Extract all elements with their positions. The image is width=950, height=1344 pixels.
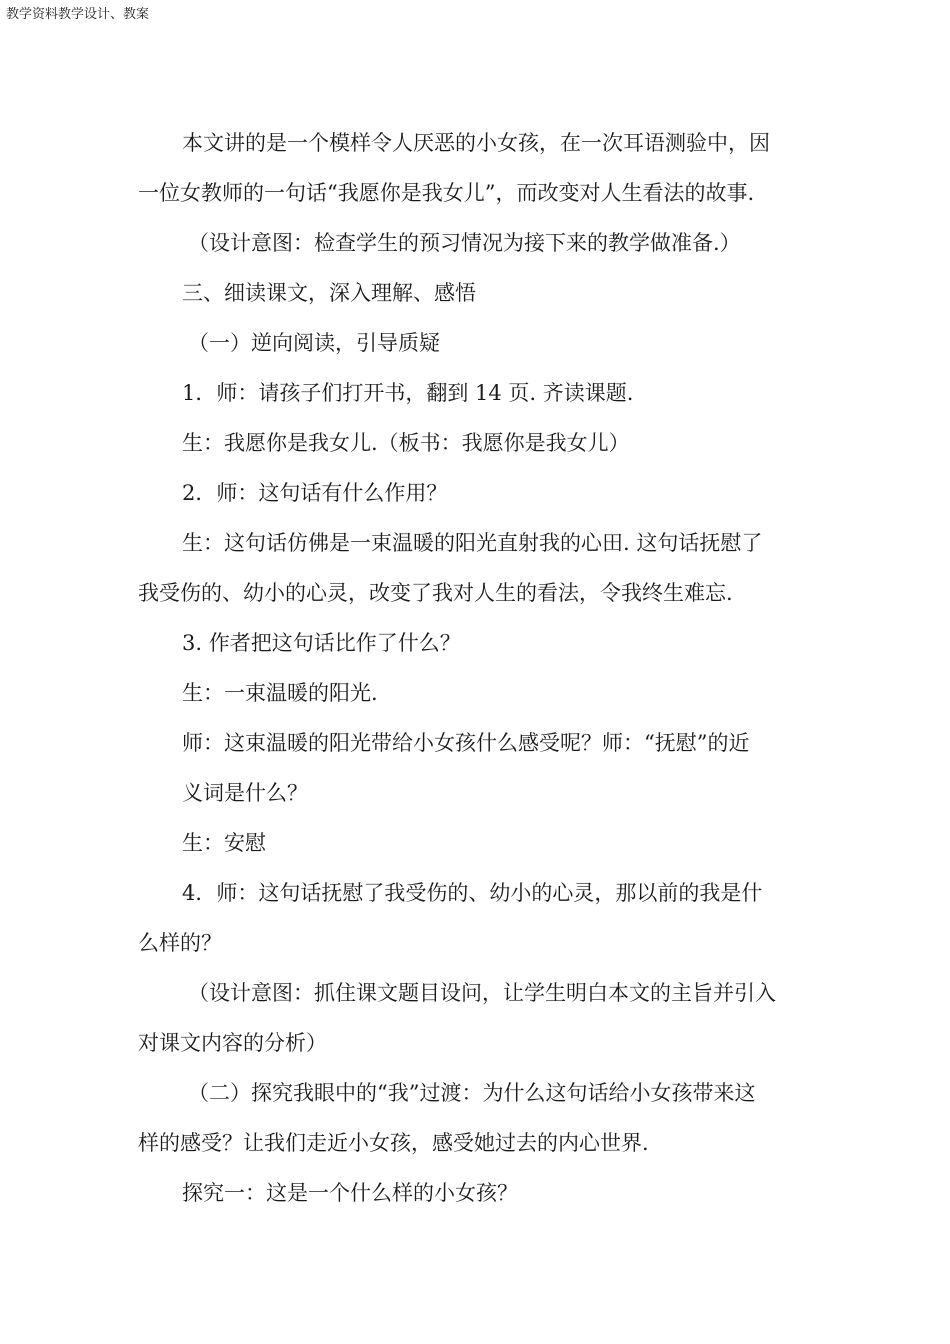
paragraph-line: 4．师：这句话抚慰了我受伤的、幼小的心灵，那以前的我是什 <box>182 881 763 905</box>
paragraph-line: 生：我愿你是我女儿.（板书：我愿你是我女儿） <box>182 431 630 455</box>
paragraph-line: 1．师：请孩子们打开书，翻到 14 页. 齐读课题. <box>182 381 634 405</box>
paragraph-line: 2．师：这句话有什么作用？ <box>182 481 448 505</box>
paragraph-line: 我受伤的、幼小的心灵，改变了我对人生的看法，令我终生难忘. <box>138 581 733 605</box>
paragraph-line: 义词是什么？ <box>182 781 308 805</box>
subsection-heading: （一）逆向阅读，引导质疑 <box>188 331 440 355</box>
paragraph-line: 师：这束温暖的阳光带给小女孩什么感受呢？师：“抚慰”的近 <box>182 731 750 755</box>
paragraph-line: 样的感受？让我们走近小女孩，感受她过去的内心世界. <box>138 1131 649 1155</box>
subsection-heading: （二）探究我眼中的“我”过渡：为什么这句话给小女孩带来这 <box>188 1081 756 1105</box>
paragraph-line: 3. 作者把这句话比作了什么？ <box>182 631 461 655</box>
paragraph-line: 一位女教师的一句话“我愿你是我女儿”，而改变对人生看法的故事. <box>138 181 755 205</box>
paragraph-line: （设计意图：抓住课文题目设问，让学生明白本文的主旨并引入 <box>188 981 776 1005</box>
paragraph-line: 生：安慰 <box>182 831 266 855</box>
paragraph-line: 么样的？ <box>138 931 222 955</box>
paragraph-line: 本文讲的是一个模样令人厌恶的小女孩，在一次耳语测验中，因 <box>182 131 770 155</box>
section-heading: 三、细读课文，深入理解、感悟 <box>182 281 476 305</box>
paragraph-line: 生：这句话仿佛是一束温暖的阳光直射我的心田. 这句话抚慰了 <box>182 531 763 555</box>
paragraph-line: （设计意图：检查学生的预习情况为接下来的教学做准备.） <box>188 231 741 255</box>
document-body <box>138 118 818 1218</box>
paragraph-line: 对课文内容的分析） <box>138 1031 327 1055</box>
page-header: 教学资料教学设计、教案 <box>6 7 150 22</box>
paragraph-line: 探究一：这是一个什么样的小女孩？ <box>182 1181 518 1205</box>
paragraph-line: 生：一束温暖的阳光. <box>182 681 378 705</box>
